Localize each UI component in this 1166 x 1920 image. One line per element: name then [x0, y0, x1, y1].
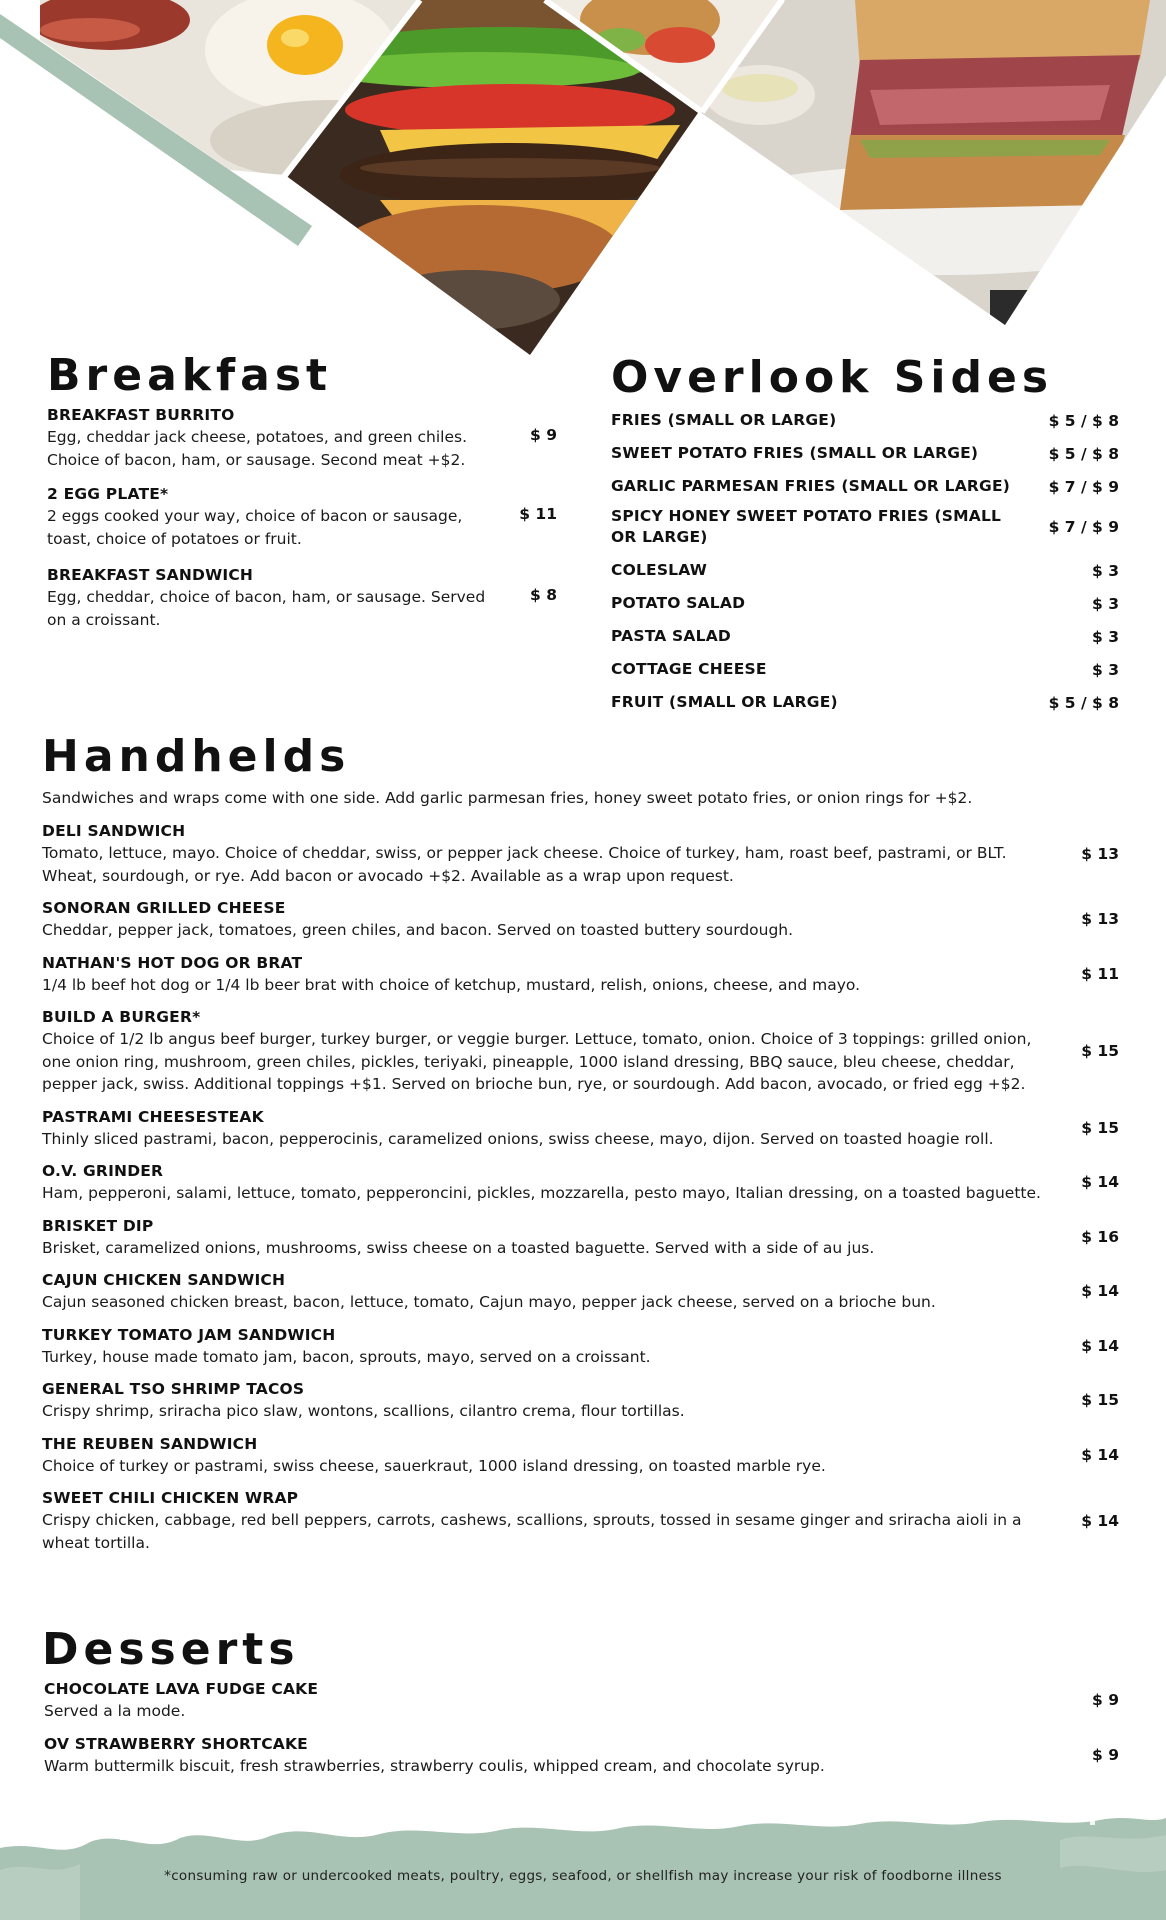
item-price: $ 15 — [1081, 1041, 1119, 1060]
desserts-list — [44, 1678, 1119, 1787]
item-text — [42, 1160, 1042, 1205]
item-price: $ 3 — [1092, 660, 1119, 679]
handheld-item — [42, 820, 1119, 887]
item-price: $ 16 — [1081, 1227, 1119, 1246]
item-price: $ 3 — [1092, 594, 1119, 613]
item-description: Brisket, caramelized onions, mushrooms, swiss cheese on a toasted baguette. Served with a side of au jus. — [42, 1238, 875, 1257]
item-name: COLESLAW — [611, 561, 708, 579]
item-price: $ 13 — [1081, 844, 1119, 863]
dessert-item — [44, 1678, 1119, 1723]
pastrami-sandwich-photo — [680, 0, 1166, 340]
item-price: $ 3 — [1092, 627, 1119, 646]
item-name: GENERAL TSO SHRIMP TACOS — [42, 1380, 305, 1398]
handheld-item — [42, 1006, 1119, 1096]
handheld-item — [42, 1215, 1119, 1260]
item-text — [42, 897, 1042, 942]
side-item — [611, 404, 1119, 437]
brush-stroke-graphic — [0, 1800, 1166, 1920]
breakfast-list — [47, 404, 557, 643]
handheld-item — [42, 1160, 1119, 1205]
item-description: 2 eggs cooked your way, choice of bacon or sausage, toast, choice of potatoes or fruit. — [47, 507, 463, 548]
sides-list — [611, 404, 1119, 719]
item-description: Egg, cheddar jack cheese, potatoes, and green chiles. Choice of bacon, ham, or sausage. Second meat +$2. — [47, 428, 467, 469]
item-price: $ 11 — [1081, 964, 1119, 983]
item-price: $ 3 — [1092, 561, 1119, 580]
breakfast-item — [47, 404, 557, 471]
breakfast-item — [47, 483, 557, 550]
item-text — [42, 952, 1042, 997]
item-name: 2 EGG PLATE* — [47, 485, 169, 503]
handheld-item — [42, 897, 1119, 942]
item-price: $ 5 / $ 8 — [1048, 693, 1119, 712]
item-text — [44, 1733, 825, 1778]
handheld-item — [42, 1433, 1119, 1478]
item-name: FRIES (SMALL OR LARGE) — [611, 411, 837, 429]
item-price: $ 5 / $ 8 — [1048, 411, 1119, 430]
item-name: POTATO SALAD — [611, 594, 746, 612]
item-name: BREAKFAST SANDWICH — [47, 566, 254, 584]
item-price: $ 15 — [1081, 1391, 1119, 1410]
item-text — [42, 820, 1042, 887]
side-item — [611, 554, 1119, 587]
item-description: Turkey, house made tomato jam, bacon, sprouts, mayo, served on a croissant. — [42, 1347, 651, 1366]
side-item — [611, 653, 1119, 686]
item-name: SWEET CHILI CHICKEN WRAP — [42, 1489, 299, 1507]
side-item — [611, 503, 1119, 551]
item-name: SPICY HONEY SWEET POTATO FRIES (SMALL OR LARGE) — [611, 507, 1002, 546]
item-description: Choice of turkey or pastrami, swiss cheese, sauerkraut, 1000 island dressing, on toasted marble rye. — [42, 1456, 826, 1475]
item-name: OV STRAWBERRY SHORTCAKE — [44, 1734, 308, 1753]
item-description: Thinly sliced pastrami, bacon, pepperocinis, caramelized onions, swiss cheese, mayo, dijon. Served on toasted hoagie roll. — [42, 1129, 994, 1148]
item-price: $ 14 — [1081, 1511, 1119, 1530]
item-name: GARLIC PARMESAN FRIES (SMALL OR LARGE) — [611, 477, 1011, 495]
item-name: PASTA SALAD — [611, 627, 731, 645]
item-price: $ 9 — [1092, 1745, 1119, 1764]
breakfast-title: Breakfast — [47, 350, 333, 401]
item-description: Cheddar, pepper jack, tomatoes, green chiles, and bacon. Served on toasted buttery sourdough. — [42, 921, 794, 939]
side-item — [611, 470, 1119, 503]
item-name: FRUIT (SMALL OR LARGE) — [611, 693, 838, 711]
handheld-item — [42, 1269, 1119, 1314]
side-item — [611, 437, 1119, 470]
item-name: THE REUBEN SANDWICH — [42, 1434, 258, 1453]
dessert-item — [44, 1733, 1119, 1778]
handhelds-list — [42, 820, 1119, 1564]
item-description: 1/4 lb beef hot dog or 1/4 lb beer brat with choice of ketchup, mustard, relish, onions, cheese, and mayo. — [42, 975, 861, 994]
item-price: $ 5 / $ 8 — [1048, 444, 1119, 463]
item-name: BREAKFAST BURRITO — [47, 406, 235, 424]
item-description: Warm buttermilk biscuit, fresh strawberries, strawberry coulis, whipped cream, and chocolate syrup. — [44, 1756, 825, 1775]
item-text — [42, 1215, 1042, 1260]
side-item — [611, 686, 1119, 719]
item-name: CHOCOLATE LAVA FUDGE CAKE — [44, 1680, 319, 1698]
item-name: PASTRAMI CHEESESTEAK — [42, 1107, 264, 1126]
item-text — [42, 1106, 1042, 1151]
item-description: Served a la mode. — [44, 1702, 186, 1720]
handheld-item — [42, 952, 1119, 997]
handheld-item — [42, 1324, 1119, 1369]
hero-collage-graphic — [0, 0, 1166, 360]
desserts-title: Desserts — [42, 1624, 300, 1675]
item-text — [42, 1269, 1042, 1314]
item-price: $ 9 — [530, 426, 557, 444]
item-price: $ 14 — [1081, 1282, 1119, 1301]
item-name: BUILD A BURGER* — [42, 1008, 201, 1026]
item-price: $ 13 — [1081, 910, 1119, 929]
handheld-item — [42, 1487, 1119, 1554]
item-description: Egg, cheddar, choice of bacon, ham, or sausage. Served on a croissant. — [47, 588, 486, 629]
handhelds-title: Handhelds — [42, 731, 351, 782]
item-name: DELI SANDWICH — [42, 822, 186, 840]
item-description: Crispy shrimp, sriracha pico slaw, wontons, scallions, cilantro crema, flour tortillas. — [42, 1402, 685, 1420]
item-price: $ 11 — [519, 505, 557, 523]
item-text — [42, 1433, 1042, 1478]
hero-photo-collage — [0, 0, 1166, 360]
item-text — [42, 1487, 1042, 1554]
footer-brush-band — [0, 1800, 1166, 1920]
item-price: $ 7 / $ 9 — [1048, 518, 1119, 536]
item-price: $ 14 — [1081, 1336, 1119, 1355]
footer-disclaimer: *consuming raw or undercooked meats, poultry, eggs, seafood, or shellfish may increase your risk of foodborne illness — [164, 1868, 1002, 1884]
item-price: $ 8 — [530, 586, 557, 604]
item-name: SONORAN GRILLED CHEESE — [42, 899, 286, 917]
item-price: $ 15 — [1081, 1118, 1119, 1137]
item-text — [42, 1378, 1042, 1423]
item-description: Cajun seasoned chicken breast, bacon, lettuce, tomato, Cajun mayo, pepper jack cheese, served on a brioche bun. — [42, 1293, 936, 1311]
item-description: Tomato, lettuce, mayo. Choice of cheddar, swiss, or pepper jack cheese. Choice of turkey, ham, roast beef, pastrami, or BLT. Wheat, sourdough, or rye. Add bacon or avocado +$2. Available as a wrap upon request. — [42, 844, 1007, 885]
handheld-item — [42, 1106, 1119, 1151]
item-name: SWEET POTATO FRIES (SMALL OR LARGE) — [611, 444, 979, 462]
item-name: O.V. GRINDER — [42, 1162, 164, 1180]
item-description: Crispy chicken, cabbage, red bell peppers, carrots, cashews, scallions, sprouts, tossed in sesame ginger and sriracha aioli in a wheat tortilla. — [42, 1511, 1022, 1552]
item-description: Ham, pepperoni, salami, lettuce, tomato, pepperoncini, pickles, mozzarella, pesto mayo, Italian dressing, on a toasted baguette. — [42, 1184, 1041, 1202]
item-price: $ 14 — [1081, 1173, 1119, 1192]
side-item — [611, 587, 1119, 620]
item-name: CAJUN CHICKEN SANDWICH — [42, 1271, 286, 1289]
handheld-item — [42, 1378, 1119, 1423]
item-price: $ 14 — [1081, 1445, 1119, 1464]
item-name: BRISKET DIP — [42, 1216, 154, 1235]
item-name: COTTAGE CHEESE — [611, 660, 767, 678]
item-text — [42, 1324, 1042, 1369]
item-name: NATHAN'S HOT DOG OR BRAT — [42, 953, 303, 972]
sides-title: Overlook Sides — [611, 352, 1054, 403]
item-name: TURKEY TOMATO JAM SANDWICH — [42, 1325, 336, 1344]
side-item — [611, 620, 1119, 653]
item-description: Choice of 1/2 lb angus beef burger, turkey burger, or veggie burger. Lettuce, tomato, onion. Choice of 3 toppings: grilled onion, one onion ring, mushroom, green chiles, pickles, teriyaki, pineapple, 1000 island dressing, BBQ sauce, bleu cheese, cheddar, pepper jack, swiss. Additional toppings +$1. Served on brioche bun, rye, or sourdough. Add bacon, avocado, or fried egg +$2. — [42, 1030, 1032, 1093]
item-price: $ 9 — [1092, 1691, 1119, 1710]
breakfast-item — [47, 564, 557, 631]
item-price: $ 7 / $ 9 — [1048, 477, 1119, 496]
item-text — [44, 1678, 318, 1723]
handhelds-intro: Sandwiches and wraps come with one side. Add garlic parmesan fries, honey sweet potato fries, or onion rings for +$2. — [42, 789, 973, 807]
item-text — [42, 1006, 1042, 1096]
